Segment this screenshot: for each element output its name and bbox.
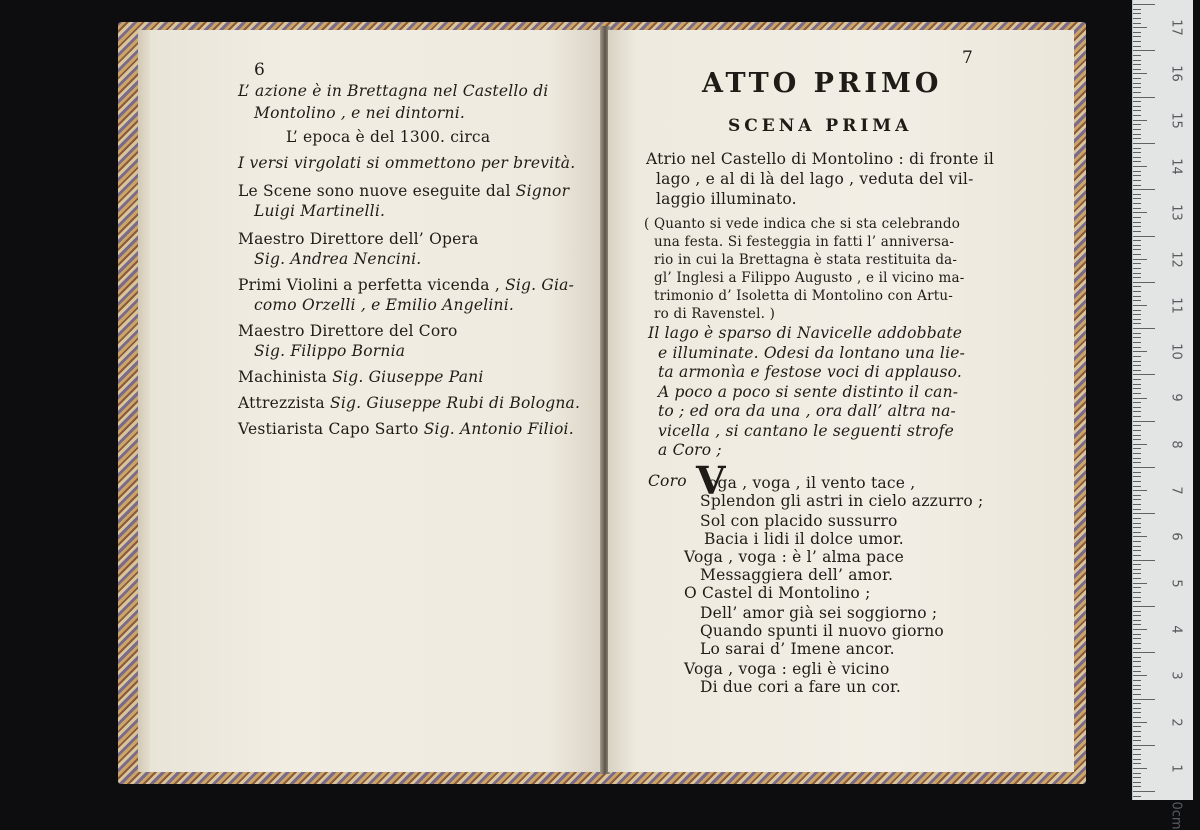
verse-line: Splendon gli astri in cielo azzurro ; xyxy=(700,492,984,510)
right-page xyxy=(608,30,1074,772)
ruler-label: 0cm xyxy=(1168,801,1184,830)
ruler-tick xyxy=(1133,694,1141,695)
ruler-tick xyxy=(1133,425,1141,426)
measuring-ruler xyxy=(1132,0,1193,830)
verse-line: Voga , voga : è l’ alma pace xyxy=(684,548,904,566)
ruler-tick xyxy=(1133,666,1141,667)
ruler-tick xyxy=(1133,490,1147,491)
left-text-line xyxy=(254,202,385,220)
left-text-segment: Machinista xyxy=(238,368,333,386)
ruler-tick xyxy=(1133,273,1141,274)
ruler-tick xyxy=(1133,550,1141,551)
ruler-tick xyxy=(1133,342,1141,343)
ruler-tick xyxy=(1133,402,1141,403)
ruler-tick xyxy=(1133,796,1141,797)
ruler-tick xyxy=(1133,370,1141,371)
left-text-segment: Attrezzista xyxy=(238,394,331,412)
ruler-tick xyxy=(1133,652,1155,653)
ruler-tick xyxy=(1133,222,1141,223)
ruler-tick xyxy=(1133,249,1141,250)
left-text-line xyxy=(238,322,458,340)
ruler-tick xyxy=(1133,87,1141,88)
ruler-tick xyxy=(1133,499,1141,500)
page-number-left: 6 xyxy=(254,60,265,80)
ruler-tick xyxy=(1133,78,1141,79)
ruler-tick xyxy=(1133,763,1141,764)
ruler-tick xyxy=(1133,300,1141,301)
right-direction-line: e illuminate. Odesi da lontano una lie- xyxy=(658,343,966,362)
ruler-tick xyxy=(1133,27,1147,28)
ruler-tick xyxy=(1133,777,1141,778)
ruler-tick xyxy=(1133,166,1147,167)
ruler-label: 7 xyxy=(1168,486,1184,495)
ruler-tick xyxy=(1133,689,1141,690)
ruler-tick xyxy=(1133,198,1141,199)
ruler-tick xyxy=(1133,453,1141,454)
ruler-tick xyxy=(1133,60,1141,61)
left-text-segment: Signor xyxy=(515,182,570,200)
verse-line: Dell’ amor già sei soggiorno ; xyxy=(700,604,938,622)
ruler-tick xyxy=(1133,430,1141,431)
ruler-tick xyxy=(1133,504,1141,505)
left-text-segment: L’ azione è in Brettagna nel Castello di xyxy=(238,82,549,100)
act-title: ATTO PRIMO xyxy=(702,68,943,99)
ruler-tick xyxy=(1133,240,1141,241)
ruler-tick xyxy=(1133,393,1141,394)
left-text-segment: Sig. Antonio Filioi. xyxy=(423,420,574,438)
left-text-line xyxy=(238,230,479,248)
ruler-tick xyxy=(1133,208,1141,209)
ruler-tick xyxy=(1133,731,1141,732)
ruler-tick xyxy=(1133,231,1141,232)
ruler-tick xyxy=(1133,583,1147,584)
left-text-line xyxy=(238,82,548,100)
ruler-tick xyxy=(1133,435,1141,436)
left-text-segment: Montolino , e nei dintorni. xyxy=(254,104,465,122)
ruler-label: 10 xyxy=(1168,343,1184,360)
ruler-label: 17 xyxy=(1168,19,1184,36)
left-text-line xyxy=(238,420,574,438)
left-text-line xyxy=(238,394,580,412)
speaker-label: Coro xyxy=(648,472,687,490)
ruler-tick xyxy=(1133,592,1141,593)
right-direction-line: a Coro ; xyxy=(658,441,722,459)
ruler-tick xyxy=(1133,356,1141,357)
ruler-tick xyxy=(1133,495,1141,496)
ruler-tick xyxy=(1133,661,1141,662)
ruler-tick xyxy=(1133,120,1147,121)
ruler-tick xyxy=(1133,374,1155,375)
ruler-tick xyxy=(1133,398,1147,399)
ruler-tick xyxy=(1133,286,1141,287)
ruler-tick xyxy=(1133,745,1155,746)
ruler-tick xyxy=(1133,333,1141,334)
ruler-tick xyxy=(1133,226,1141,227)
ruler-tick xyxy=(1133,259,1147,260)
ruler-tick xyxy=(1133,791,1155,792)
ruler-tick xyxy=(1133,717,1141,718)
ruler-tick xyxy=(1133,36,1141,37)
ruler-tick xyxy=(1133,101,1141,102)
ruler-tick xyxy=(1133,615,1141,616)
ruler-label: 4 xyxy=(1168,625,1184,634)
ruler-tick xyxy=(1133,523,1141,524)
left-text-segment: Sig. Filippo Bornia xyxy=(254,342,406,360)
ruler-label: 6 xyxy=(1168,532,1184,541)
ruler-tick xyxy=(1133,407,1141,408)
ruler-tick xyxy=(1133,699,1155,700)
ruler-tick xyxy=(1133,564,1141,565)
right-setting-line: lago , e al di là del lago , veduta del vil- xyxy=(656,170,974,188)
ruler-tick xyxy=(1133,347,1141,348)
ruler-tick xyxy=(1133,115,1141,116)
ruler-tick xyxy=(1133,648,1141,649)
ruler-tick xyxy=(1133,657,1141,658)
verse-line: Sol con placido sussurro xyxy=(700,512,898,530)
ruler-tick xyxy=(1133,555,1141,556)
ruler-tick xyxy=(1133,310,1141,311)
ruler-tick xyxy=(1133,296,1141,297)
ruler-tick xyxy=(1133,9,1141,10)
left-text-line xyxy=(238,368,484,386)
ruler-tick xyxy=(1133,319,1141,320)
ruler-label: 9 xyxy=(1168,393,1184,403)
left-text-line xyxy=(254,296,514,314)
ruler-tick xyxy=(1133,527,1141,528)
ruler-tick xyxy=(1133,685,1141,686)
verse-line: Lo sarai d’ Imene ancor. xyxy=(700,640,895,658)
ruler-tick xyxy=(1133,245,1141,246)
ruler-tick xyxy=(1133,32,1141,33)
ruler-tick xyxy=(1133,337,1141,338)
ruler-tick xyxy=(1133,314,1141,315)
ruler-tick xyxy=(1133,768,1147,769)
left-text-line xyxy=(254,104,465,122)
ruler-tick xyxy=(1133,532,1141,533)
ruler-tick xyxy=(1133,365,1141,366)
scene-title: SCENA PRIMA xyxy=(728,116,913,136)
left-text-segment: Sig. Andrea Nencini. xyxy=(254,250,422,268)
ruler-tick xyxy=(1133,754,1141,755)
ruler-tick xyxy=(1133,638,1141,639)
ruler-label: 11 xyxy=(1168,297,1184,314)
ruler-tick xyxy=(1133,472,1141,473)
ruler-tick xyxy=(1133,782,1141,783)
left-page xyxy=(150,30,602,772)
ruler-tick xyxy=(1133,92,1141,93)
ruler-tick xyxy=(1133,203,1141,204)
ruler-tick xyxy=(1133,481,1141,482)
ruler-tick xyxy=(1133,416,1141,417)
verse-line: oga , voga , il vento tace , xyxy=(708,474,916,492)
ruler-tick xyxy=(1133,157,1141,158)
ruler-tick xyxy=(1133,305,1147,306)
left-text-segment: Le Scene sono nuove eseguite dal xyxy=(238,182,516,200)
right-direction-line: ta armonìa e festose voci di applauso. xyxy=(658,363,963,381)
right-direction-line: to ; ed ora da una , ora dall’ altra na- xyxy=(658,402,956,420)
right-note-line: ro di Ravenstel. ) xyxy=(654,306,776,322)
ruler-label: 16 xyxy=(1168,65,1184,83)
left-text-line xyxy=(286,128,490,146)
left-text-segment: Luigi Martinelli. xyxy=(254,202,386,220)
ruler-tick xyxy=(1133,712,1141,713)
ruler-tick xyxy=(1133,263,1141,264)
ruler-tick xyxy=(1133,351,1147,352)
ruler-tick xyxy=(1133,212,1147,213)
ruler-tick xyxy=(1133,217,1141,218)
ruler-tick xyxy=(1133,509,1141,510)
ruler-tick xyxy=(1133,55,1141,56)
ruler-tick xyxy=(1133,444,1147,445)
ruler-tick xyxy=(1133,643,1141,644)
ruler-tick xyxy=(1133,671,1141,672)
ruler-tick xyxy=(1133,726,1141,727)
ruler-tick xyxy=(1133,152,1141,153)
ruler-tick xyxy=(1133,110,1141,111)
right-direction-line: A poco a poco si sente distinto il can- xyxy=(658,382,959,401)
ruler-tick xyxy=(1133,175,1141,176)
verse-line: Voga , voga : egli è vicino xyxy=(684,660,890,678)
verse-line: Quando spunti il nuovo giorno xyxy=(700,622,944,640)
ruler-tick xyxy=(1133,277,1141,278)
ruler-label: 14 xyxy=(1168,158,1184,175)
verse-line: Messaggiera dell’ amor. xyxy=(700,566,894,584)
ruler-tick xyxy=(1133,740,1141,741)
right-note-line: ( Quanto si vede indica che si sta celebrando xyxy=(644,216,961,232)
ruler-label: 3 xyxy=(1168,671,1184,680)
ruler-tick xyxy=(1133,467,1155,468)
ruler-tick xyxy=(1133,148,1141,149)
ruler-tick xyxy=(1133,587,1141,588)
ruler-tick xyxy=(1133,18,1141,19)
ruler-tick xyxy=(1133,143,1155,144)
ruler-tick xyxy=(1133,50,1155,51)
left-text-line xyxy=(238,182,569,200)
ruler-tick xyxy=(1133,569,1141,570)
ruler-tick xyxy=(1133,180,1141,181)
ruler-tick xyxy=(1133,606,1155,607)
ruler-tick xyxy=(1133,541,1141,542)
ruler-tick xyxy=(1133,573,1141,574)
ruler-tick xyxy=(1133,291,1141,292)
ruler-tick xyxy=(1133,736,1141,737)
ruler-tick xyxy=(1133,624,1141,625)
ruler-tick xyxy=(1133,361,1141,362)
ruler-tick xyxy=(1133,476,1141,477)
ruler-tick xyxy=(1133,611,1141,612)
right-note-line: trimonio d’ Isoletta di Montolino con Artu- xyxy=(654,288,954,304)
ruler-tick xyxy=(1133,560,1155,561)
right-note-line: gl’ Inglesi a Filippo Augusto , e il vicino ma- xyxy=(654,270,965,286)
ruler-label: 1 xyxy=(1168,764,1184,773)
ruler-tick xyxy=(1133,268,1141,269)
ruler-tick xyxy=(1133,4,1155,5)
ruler-tick xyxy=(1133,629,1147,630)
ruler-tick xyxy=(1133,328,1155,329)
left-text-segment: Maestro Direttore del Coro xyxy=(238,322,458,340)
ruler-tick xyxy=(1133,601,1141,602)
ruler-tick xyxy=(1133,124,1141,125)
right-direction-line: Il lago è sparso di Navicelle addobbate xyxy=(648,324,963,342)
ruler-tick xyxy=(1133,64,1141,65)
ruler-tick xyxy=(1133,620,1141,621)
ruler-tick xyxy=(1133,106,1141,107)
right-direction-line: vicella , si cantano le seguenti strofe xyxy=(658,421,954,440)
ruler-tick xyxy=(1133,134,1141,135)
page-number-right: 7 xyxy=(962,48,973,68)
ruler-tick xyxy=(1133,675,1147,676)
ruler-tick xyxy=(1133,786,1141,787)
ruler-label: 13 xyxy=(1168,204,1184,221)
ruler-tick xyxy=(1133,236,1155,237)
right-note-line: rio in cui la Brettagna è stata restituita da- xyxy=(654,252,958,268)
ruler-tick xyxy=(1133,46,1141,47)
ruler-tick xyxy=(1133,323,1141,324)
ruler-tick xyxy=(1133,138,1141,139)
ruler-label: 2 xyxy=(1168,717,1184,727)
ruler-tick xyxy=(1133,379,1141,380)
ruler-tick xyxy=(1133,41,1141,42)
ruler-tick xyxy=(1133,185,1141,186)
left-text-line xyxy=(238,154,575,172)
ruler-tick xyxy=(1133,254,1141,255)
ruler-tick xyxy=(1133,722,1147,723)
ruler-tick xyxy=(1133,749,1141,750)
ruler-tick xyxy=(1133,458,1141,459)
ruler-tick xyxy=(1133,97,1155,98)
ruler-label: 12 xyxy=(1168,250,1184,268)
left-text-segment: Sig. Gia- xyxy=(505,276,575,294)
ruler-tick xyxy=(1133,161,1141,162)
left-text-segment: L’ epoca è del 1300. circa xyxy=(286,128,491,146)
ruler-tick xyxy=(1133,578,1141,579)
ruler-tick xyxy=(1133,13,1141,14)
right-setting-line: laggio illuminato. xyxy=(656,190,797,208)
ruler-tick xyxy=(1133,448,1141,449)
ruler-tick xyxy=(1133,83,1141,84)
left-text-segment: Maestro Direttore dell’ Opera xyxy=(238,230,479,248)
ruler-tick xyxy=(1133,439,1141,440)
ruler-label: 5 xyxy=(1168,578,1184,588)
ruler-tick xyxy=(1133,194,1141,195)
ruler-tick xyxy=(1133,69,1141,70)
ruler-tick xyxy=(1133,546,1141,547)
drop-cap: V xyxy=(696,458,726,503)
ruler-tick xyxy=(1133,536,1147,537)
left-text-segment: Sig. Giuseppe Rubi di Bologna. xyxy=(330,394,581,412)
ruler-label: 15 xyxy=(1168,111,1184,129)
ruler-tick xyxy=(1133,421,1155,422)
ruler-tick xyxy=(1133,282,1155,283)
ruler-tick xyxy=(1133,703,1141,704)
ruler-label: 8 xyxy=(1168,440,1184,449)
ruler-tick xyxy=(1133,73,1147,74)
ruler-tick xyxy=(1133,518,1141,519)
verse-line: Di due cori a fare un cor. xyxy=(700,678,902,696)
left-text-segment: Vestiarista Capo Sarto xyxy=(238,420,424,438)
ruler-tick xyxy=(1133,411,1141,412)
ruler-tick xyxy=(1133,23,1141,24)
left-text-segment: Primi Violini a perfetta vicenda , xyxy=(238,276,506,294)
left-text-line xyxy=(238,276,574,294)
right-note-line: una festa. Si festeggia in fatti l’ anniversa- xyxy=(654,234,955,250)
ruler-tick xyxy=(1133,384,1141,385)
ruler-tick xyxy=(1133,513,1155,514)
ruler-tick xyxy=(1133,597,1141,598)
ruler-tick xyxy=(1133,773,1141,774)
right-setting-line: Atrio nel Castello di Montolino : di fronte il xyxy=(646,150,995,168)
left-text-segment: I versi virgolati si ommettono per brevità. xyxy=(238,154,576,172)
ruler-tick xyxy=(1133,486,1141,487)
ruler-tick xyxy=(1133,759,1141,760)
ruler-tick xyxy=(1133,708,1141,709)
left-text-line xyxy=(254,342,405,360)
ruler-tick xyxy=(1133,171,1141,172)
left-text-line xyxy=(254,250,421,268)
left-text-segment: como Orzelli , e Emilio Angelini. xyxy=(254,296,514,314)
verse-line: Bacia i lidi il dolce umor. xyxy=(704,530,904,548)
ruler-tick xyxy=(1133,462,1141,463)
left-text-segment: Sig. Giuseppe Pani xyxy=(332,368,484,386)
ruler-tick xyxy=(1133,129,1141,130)
ruler-tick xyxy=(1133,189,1155,190)
verse-line: O Castel di Montolino ; xyxy=(684,584,871,602)
ruler-tick xyxy=(1133,680,1141,681)
ruler-tick xyxy=(1133,388,1141,389)
ruler-tick xyxy=(1133,634,1141,635)
